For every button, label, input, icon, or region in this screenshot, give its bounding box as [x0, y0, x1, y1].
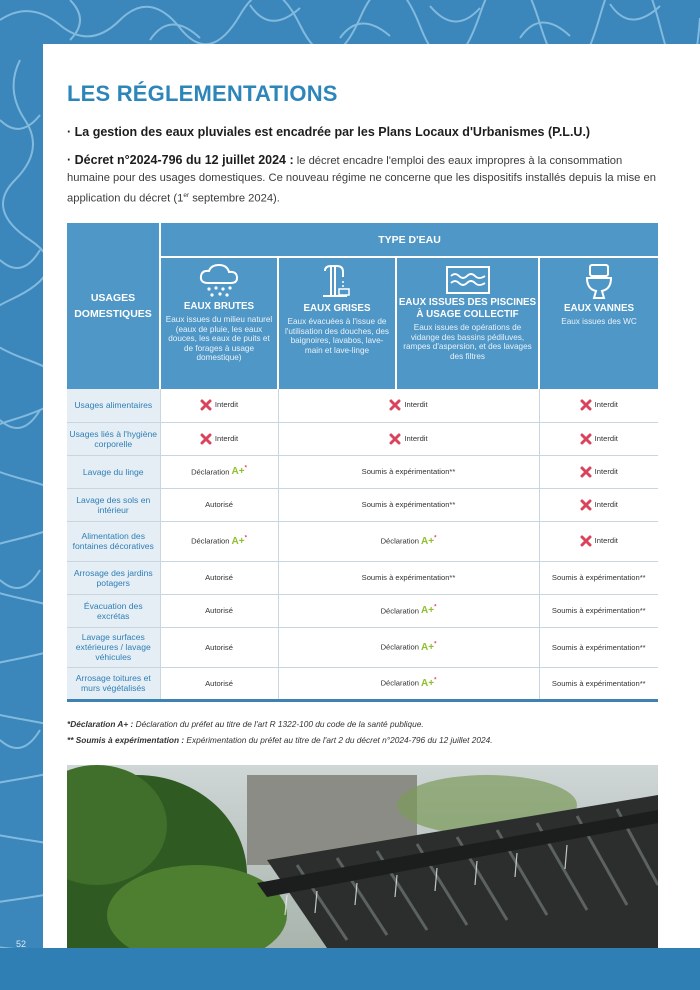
cell-middle: [278, 521, 539, 561]
type-eaux-piscines: [396, 257, 539, 389]
type-desc: Eaux issues du milieu naturel (eaux de pluie, les eaux douces, les eaux de puits et de forages à usage domestique): [165, 315, 273, 362]
cell-middle: [278, 561, 539, 594]
table-row: [67, 521, 658, 561]
cell-text: Interdit: [594, 499, 618, 509]
regulation-table: [67, 223, 658, 702]
table-row: [67, 561, 658, 594]
cell-text: Soumis à expérimentation**: [551, 678, 646, 688]
table-row: [67, 389, 658, 422]
cell-vannes: [539, 594, 658, 627]
row-label: Alimentation des fontaines décoratives: [67, 521, 160, 561]
rain-cloud-icon: [196, 263, 242, 299]
cell-text: Autorisé: [205, 642, 233, 652]
cell-text: Autorisé: [205, 500, 233, 509]
aplus-badge: [421, 642, 436, 653]
toilet-icon: [582, 263, 616, 301]
usages-header-text: USAGES DOMESTIQUES: [74, 292, 152, 320]
aplus-star: *: [434, 604, 437, 611]
cell-brutes: [160, 521, 278, 561]
cell-text: Autorisé: [205, 678, 233, 688]
table-row: [67, 488, 658, 521]
red-cross-icon: [580, 535, 592, 547]
pool-waves-icon: [445, 263, 491, 295]
aplus-text: A+: [421, 641, 435, 653]
row-label: Lavage des sols en intérieur: [67, 488, 160, 521]
cell-text: Déclaration: [380, 536, 419, 546]
cell-brutes: [160, 455, 278, 488]
decree-paragraph: · Décret n°2024-796 du 12 juillet 2024 : le décret encadre l'emploi des eaux impropres à la consommation humaine pour des usages domestiques. Ce nouveau régime ne concerne que les dispositifs installés depuis la mise en application du décret (1er septembre 2024).: [67, 153, 656, 205]
decree-sup: er: [183, 192, 190, 199]
bullet-plu-text: La gestion des eaux pluviales est encadrée par les Plans Locaux d'Urbanismes (P.L.U.): [74, 125, 591, 139]
bottom-band: [0, 948, 700, 990]
cell-text: Interdit: [594, 433, 618, 443]
cell-text: Soumis à expérimentation**: [361, 500, 456, 509]
cell-brutes: [160, 561, 278, 594]
table-row: [67, 667, 658, 700]
cell-text: Interdit: [594, 536, 618, 545]
decree-text-1: le décret encadre l'emploi des eaux impropres à la consommation humaine pour des usages domestiques. Ce nouveau régime ne concerne que les dispositifs installés depuis la mise en application du décret (1: [67, 155, 656, 205]
cell-text: Interdit: [214, 433, 239, 443]
rain-gutter-photo: [67, 765, 658, 948]
faucet-icon: [317, 263, 357, 301]
aplus-badge: [232, 466, 247, 477]
row-label: Arrosage des jardins potagers: [67, 561, 160, 594]
cell-text: Soumis à expérimentation**: [551, 573, 646, 582]
aplus-badge: [421, 678, 436, 689]
cell-middle: [278, 594, 539, 627]
aplus-badge: [232, 536, 247, 547]
aplus-text: A+: [421, 677, 435, 689]
cell-text: Déclaration: [380, 642, 419, 652]
table-row: [67, 455, 658, 488]
cell-text: Soumis à expérimentation**: [551, 606, 646, 615]
cell-middle: [278, 488, 539, 521]
row-label: Lavage du linge: [67, 455, 160, 488]
table-row: [67, 627, 658, 667]
type-name: EAUX BRUTES: [183, 301, 255, 312]
cell-brutes: [160, 594, 278, 627]
type-desc: Eaux évacuées à l'issue de l'utilisation des douches, des baignoires, lavabos, lave-main et lave-linge: [285, 317, 389, 355]
cell-vannes: [539, 521, 658, 561]
decree-title: Décret n°2024-796 du 12 juillet 2024 :: [74, 153, 294, 167]
type-eaux-vannes: [539, 257, 658, 389]
cell-middle: [278, 389, 539, 422]
cell-brutes: [160, 389, 278, 422]
cell-vannes: [539, 389, 658, 422]
page-title: LES RÉGLEMENTATIONS: [67, 81, 338, 106]
red-cross-icon: [200, 433, 212, 445]
cell-middle: [278, 422, 539, 455]
footnote-declaration-label: *Déclaration A+ :: [67, 719, 134, 729]
row-label: Usages alimentaires: [67, 389, 160, 422]
cell-text: Déclaration: [191, 467, 230, 477]
row-label: Arrosage toitures et murs végétalisés: [67, 667, 160, 700]
cell-text: Soumis à expérimentation**: [361, 573, 456, 582]
red-cross-icon: [580, 466, 592, 478]
type-desc: Eaux issues de opérations de vidange des bassins pédiluves, rampes d'aspersion, et des lavages des filtres: [403, 323, 532, 361]
cell-text: Autorisé: [205, 573, 233, 582]
cell-brutes: [160, 667, 278, 700]
cell-brutes: [160, 488, 278, 521]
red-cross-icon: [389, 433, 401, 445]
red-cross-icon: [200, 399, 212, 411]
cell-vannes: [539, 488, 658, 521]
cell-text: Interdit: [594, 400, 618, 410]
cell-brutes: [160, 422, 278, 455]
aplus-text: A+: [231, 466, 245, 478]
aplus-text: A+: [421, 605, 435, 617]
cell-middle: [278, 667, 539, 700]
aplus-badge: [421, 536, 436, 547]
cell-vannes: [539, 667, 658, 700]
aplus-text: A+: [421, 535, 435, 547]
aplus-star: *: [434, 677, 437, 684]
cell-text: Déclaration: [380, 678, 419, 688]
aplus-star: *: [434, 641, 437, 648]
footnote-experimentation: [67, 732, 662, 748]
decree-text-2: septembre 2024).: [189, 192, 280, 205]
row-label: Lavage surfaces extérieures / lavage véhicules: [67, 627, 160, 667]
aplus-star: *: [244, 535, 247, 542]
table-row: [67, 594, 658, 627]
aplus-text: A+: [231, 535, 245, 547]
table-body: [67, 389, 658, 700]
footnote-experimentation-text: Expérimentation du préfet au titre de l'art 2 du décret n°2024-796 du 12 juillet 2024.: [184, 735, 493, 745]
cell-text: Interdit: [404, 433, 428, 443]
row-label: Évacuation des excrétas: [67, 594, 160, 627]
usages-header: [67, 223, 160, 389]
type-name: EAUX VANNES: [563, 303, 635, 314]
cell-text: Déclaration: [380, 606, 419, 616]
type-eau-header: TYPE D'EAU: [160, 223, 658, 257]
cell-vannes: [539, 627, 658, 667]
red-cross-icon: [580, 499, 592, 511]
cell-vannes: [539, 455, 658, 488]
aplus-badge: [421, 605, 436, 616]
type-eaux-grises: [278, 257, 396, 389]
footnote-declaration: [67, 716, 662, 732]
cell-text: Déclaration: [191, 536, 230, 546]
footnotes: [67, 716, 662, 748]
red-cross-icon: [580, 433, 592, 445]
cell-text: Autorisé: [205, 606, 233, 615]
aplus-star: *: [434, 535, 437, 542]
type-name: EAUX GRISES: [303, 303, 371, 314]
cell-middle: [278, 627, 539, 667]
cell-text: Soumis à expérimentation**: [551, 642, 646, 652]
bullet-plu: · La gestion des eaux pluviales est encadrée par les Plans Locaux d'Urbanismes (P.L.U.): [67, 125, 591, 139]
type-eaux-brutes: [160, 257, 278, 389]
cell-text: Interdit: [214, 400, 239, 410]
page-number: 52: [16, 939, 27, 949]
red-cross-icon: [580, 399, 592, 411]
red-cross-icon: [389, 399, 401, 411]
cell-text: Interdit: [594, 466, 618, 476]
type-desc: Eaux issues des WC: [561, 317, 637, 326]
type-name: EAUX ISSUES DES PISCINES À USAGE COLLECTIF: [398, 297, 537, 320]
table-row: [67, 422, 658, 455]
aplus-star: *: [244, 465, 247, 472]
row-label: Usages liés à l'hygiène corporelle: [67, 422, 160, 455]
cell-middle: [278, 455, 539, 488]
cell-vannes: [539, 422, 658, 455]
footnote-declaration-text: Déclaration du préfet au titre de l'art R 1322-100 du code de la santé publique.: [133, 719, 424, 729]
cell-text: Soumis à expérimentation**: [361, 467, 456, 476]
cell-vannes: [539, 561, 658, 594]
cell-brutes: [160, 627, 278, 667]
footnote-experimentation-label: ** Soumis à expérimentation :: [67, 735, 185, 745]
cell-text: Interdit: [404, 400, 428, 410]
